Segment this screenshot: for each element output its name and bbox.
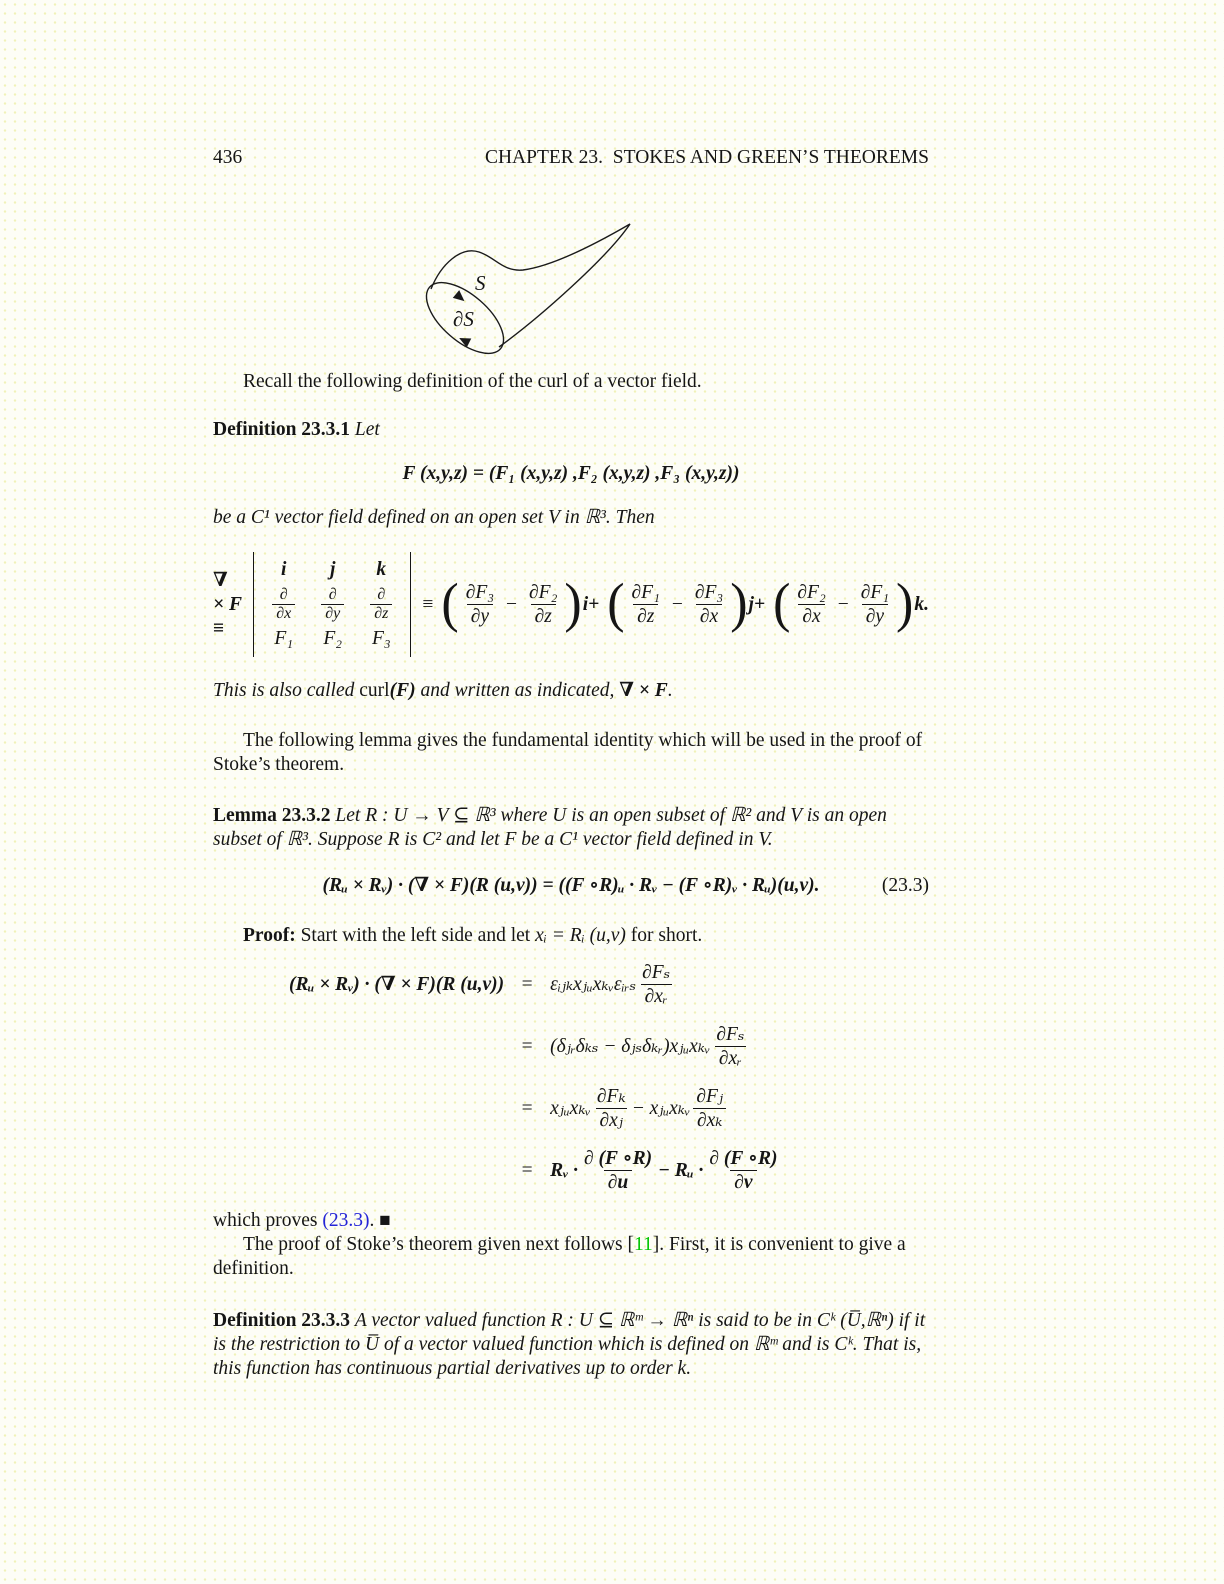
close-paren: ) [896, 573, 914, 634]
det-cell: i [281, 559, 287, 580]
derivation-line-2: (δⱼᵣδₖₛ − δⱼₛδₖᵣ)xⱼᵤxₖᵥ $\frac{\text{∂Fₛ}}{\text{∂xᵣ}}$ [550, 1024, 929, 1069]
curl-term-i [440, 573, 600, 634]
lemma-intro-paragraph: The following lemma gives the fundamental identity which will be used in the proof of Stoke’s theorem. [213, 730, 923, 775]
proof-text: for short. [625, 925, 703, 946]
fraction: $\frac{\text{∂Fₖ}}{\text{∂xⱼ}}$ [596, 1086, 626, 1131]
close-paren: ) [730, 573, 748, 634]
unit-vector: k. [914, 593, 929, 615]
lemma-2332-head: Lemma 23.3.2 [213, 805, 331, 826]
minus-sign: − [671, 593, 683, 615]
proof-derivation [289, 962, 929, 1193]
definition-2331-body: be a C¹ vector field defined on an open set V in ℝ³. Then [213, 507, 655, 528]
unit-vector: j+ [748, 593, 766, 615]
citation-11-link[interactable]: 11 [634, 1234, 653, 1255]
det-cell: $\frac{\partial}{\partial x}$ [272, 587, 295, 622]
proof-head: Proof: [243, 925, 296, 946]
chapter-title: CHAPTER 23. STOKES AND GREEN’S THEOREMS [484, 147, 929, 168]
qed-square: ■ [379, 1210, 391, 1231]
definition-2333 [213, 1309, 929, 1381]
fraction: $\frac{\text{∂Fⱼ}}{\text{∂xₖ}}$ [692, 1086, 727, 1131]
orientation-arrow-top-icon [453, 290, 468, 305]
fraction: $\frac{\text{∂F₃}}{\partial y}$ [465, 582, 495, 627]
equiv-sign: ≡ [422, 593, 434, 615]
equation-233-body: (Rᵤ × Rᵥ) · (∇ × F)(R (u,v)) = ((F ∘R)ᵤ · Rᵥ − (F ∘R)ᵥ · Rᵤ)(u,v). [322, 875, 820, 896]
text-column [213, 0, 929, 1381]
derivation-line-3: xⱼᵤxₖᵥ $\frac{\text{∂Fₖ}}{\text{∂xⱼ}}$ − xⱼᵤxₖᵥ $\frac{\text{∂Fⱼ}}{\text{∂xₖ}}$ [550, 1086, 929, 1131]
definition-2333-head: Definition 23.3.3 [213, 1310, 351, 1331]
definition-2331-lead: Let [354, 419, 380, 440]
proof-math: xᵢ = Rᵢ (u,v) [535, 925, 626, 946]
fraction: $\frac{\partial (F \circ R)}{\partial u}$ [583, 1148, 653, 1193]
fraction: $\frac{\text{∂F₁}}{\partial z}$ [631, 582, 660, 627]
det-cell: k [376, 559, 387, 580]
equation-233-reference-link[interactable]: (23.3) [322, 1210, 370, 1231]
equals-sign: = [521, 1097, 533, 1119]
derivation-line-1: εᵢⱼₖxⱼᵤxₖᵥεᵢᵣₛ $\frac{\text{∂Fₛ}}{\text{∂xᵣ}}$ [550, 962, 929, 1007]
surface-label: S [475, 271, 486, 295]
det-cell: $\frac{\partial}{\partial z}$ [370, 587, 392, 622]
note-F: (F) [389, 680, 416, 701]
derivation-line-4: Rᵥ · $\frac{\partial (F \circ R)}{\partial u}$ − Rᵤ · $\frac{\partial (F \circ R)}{\partial v}$ [550, 1148, 929, 1193]
note-nabla-F: ∇ × F [619, 680, 668, 701]
equation-233 [213, 874, 929, 898]
note-text: This is also called [213, 680, 360, 701]
lemma-2332 [213, 804, 929, 852]
definition-2331-head: Definition 23.3.1 [213, 419, 351, 440]
det-cell: F₃ [371, 628, 391, 649]
surface-figure [399, 196, 699, 366]
fraction: $\frac{\text{∂F₂}}{\partial z}$ [529, 582, 558, 627]
close-paren: ) [564, 573, 582, 634]
equation-curl [213, 552, 929, 657]
qed-line [213, 1209, 929, 1233]
fraction: $\frac{\text{∂Fₛ}}{\text{∂xᵣ}}$ [716, 1024, 745, 1069]
curl-term-k [772, 573, 929, 634]
open-paren: ( [773, 573, 791, 634]
page-number: 436 [213, 147, 243, 168]
equation-vector-field: F (x,y,z) = (F₁ (x,y,z) ,F₂ (x,y,z) ,F₃ (x,y,z)) [402, 463, 740, 484]
fraction: $\frac{\text{∂Fₛ}}{\text{∂xᵣ}}$ [642, 962, 671, 1007]
proof-paragraph [213, 924, 929, 948]
curl-lhs: ∇ × F ≡ [213, 569, 242, 639]
derivation-lhs: (Rᵤ × Rᵥ) · (∇ × F)(R (u,v)) [289, 973, 505, 995]
definition-2333-body: A vector valued function R : U ⊆ ℝᵐ → ℝⁿ is said to be in Cᵏ (U̅,ℝⁿ) if it is the restriction to U̅ of a vector valued function which is defined on ℝᵐ and is Cᵏ. That is, this function has continuous partial derivatives up to order k. [213, 1310, 926, 1379]
det-cell: F₁ [274, 628, 294, 649]
fraction: $\frac{\partial (F \circ R)}{\partial v}$ [709, 1148, 778, 1193]
det-cell: j [330, 559, 336, 580]
det-cell: F₂ [323, 628, 343, 649]
surface-figure-svg [399, 196, 699, 366]
intro-paragraph: Recall the following definition of the curl of a vector field. [243, 371, 702, 392]
boundary-label: ∂S [453, 307, 474, 331]
equals-sign: = [521, 1035, 533, 1057]
minus-sign: − [837, 593, 849, 615]
curl-note [213, 679, 929, 703]
minus-sign: − [506, 593, 518, 615]
lemma-2332-body: Let R : U → V ⊆ ℝ³ where U is an open subset of ℝ² and V is an open subset of ℝ³. Suppose R is C² and let F be a C¹ vector field defined in V. [213, 805, 887, 850]
page-header [213, 0, 929, 170]
fraction: $\frac{\text{∂F₃}}{\partial x}$ [694, 582, 724, 627]
next-text: The proof of Stoke’s theorem given next follows [ [243, 1234, 634, 1255]
fraction: $\frac{\text{∂F₁}}{\partial y}$ [860, 582, 890, 627]
fraction: $\frac{\text{∂F₂}}{\partial x}$ [797, 582, 826, 627]
qed-text: . [369, 1210, 380, 1231]
open-paren: ( [607, 573, 625, 634]
qed-text: which proves [213, 1210, 323, 1231]
definition-2331-head-line [213, 418, 929, 442]
next-paragraph [213, 1233, 929, 1281]
determinant-matrix [253, 552, 411, 657]
equation-233-tag: (23.3) [881, 875, 929, 896]
equals-sign: = [521, 973, 533, 995]
note-text: . [667, 680, 673, 701]
det-cell: $\frac{\partial}{\partial y}$ [321, 587, 344, 622]
next-text: ]. First, it is convenient to give a definition. [213, 1234, 906, 1279]
unit-vector: i+ [582, 593, 600, 615]
curl-term-j [606, 573, 766, 634]
proof-text: Start with the left side and let [295, 925, 536, 946]
note-text: and written as indicated, [415, 680, 620, 701]
note-curl-word: curl [359, 680, 390, 701]
equals-sign: = [521, 1159, 533, 1181]
open-paren: ( [441, 573, 459, 634]
